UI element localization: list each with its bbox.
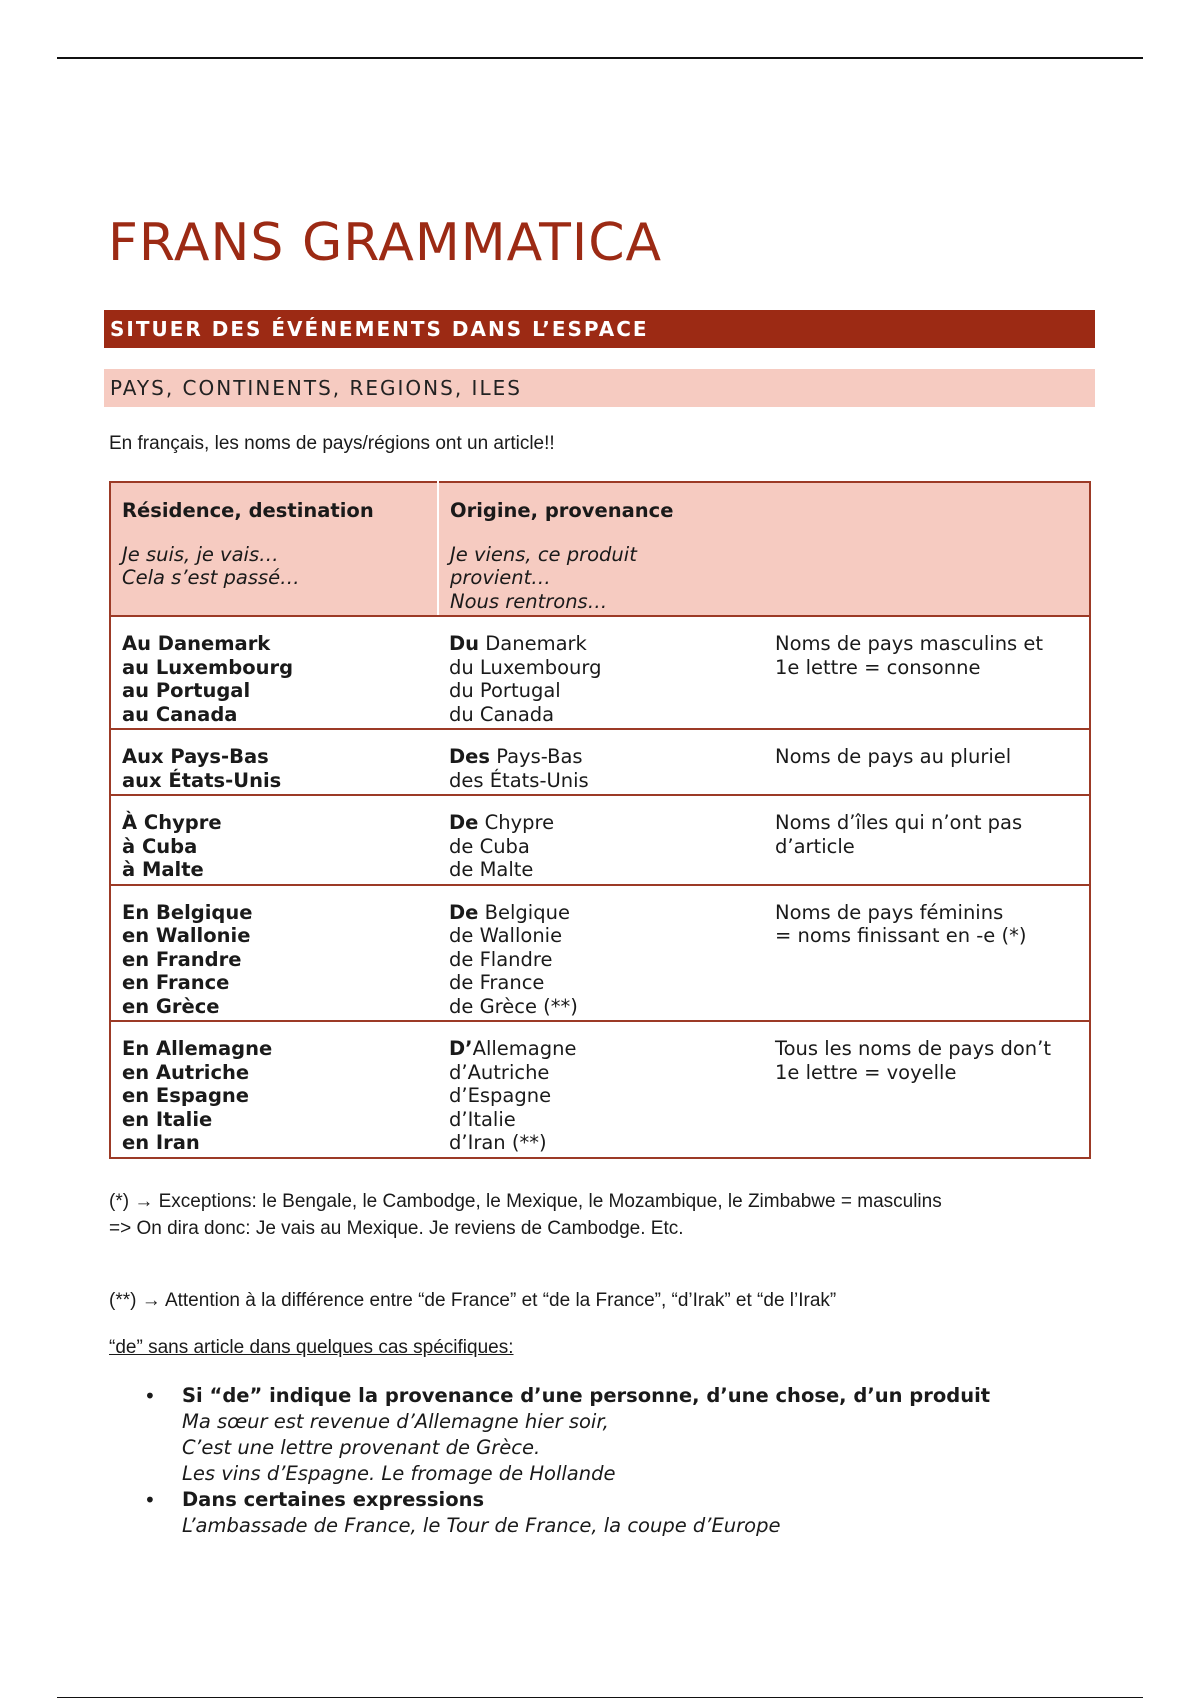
residence-item: en Grèce: [122, 994, 220, 1018]
page-title: FRANS GRAMMATICA: [108, 213, 663, 273]
bullet-example: Les vins d’Espagne. Le fromage de Hollande: [182, 1462, 616, 1485]
bullet-example: L’ambassade de France, le Tour de France, la coupe d’Europe: [182, 1514, 781, 1537]
consequence-text: => On dira donc: Je vais au Mexique. Je reviens de Cambodge. Etc.: [109, 1218, 684, 1239]
residence-item: au Luxembourg: [122, 655, 294, 679]
bullet-example: C’est une lettre provenant de Grèce.: [182, 1436, 541, 1459]
exceptions-note: [109, 1188, 1049, 1242]
origin-lead: De: [449, 900, 479, 924]
origin-lead: De: [449, 811, 479, 834]
header-residence-title: Résidence, destination: [122, 499, 374, 522]
residence-item: À Chypre: [122, 811, 222, 834]
origin-lead: Des: [449, 745, 491, 768]
rule-note: 1e lettre = voyelle: [775, 1060, 957, 1084]
rule-note: d’article: [775, 834, 855, 858]
section-heading: SITUER DES ÉVÉNEMENTS DANS L’ESPACE: [104, 310, 1095, 348]
origin-first: Danemark: [479, 632, 587, 655]
subsection-heading: PAYS, CONTINENTS, REGIONS, ILES: [104, 369, 1095, 407]
origin-item: des États-Unis: [449, 768, 589, 792]
residence-cell: [110, 795, 438, 885]
residence-item: à Cuba: [122, 834, 198, 858]
bullet-icon: •: [144, 1488, 156, 1512]
residence-cell: [110, 885, 438, 1022]
rule-note: Noms de pays féminins: [775, 900, 1004, 924]
origin-lead: D’: [449, 1037, 473, 1060]
residence-item: à Malte: [122, 858, 204, 881]
origin-item: du Portugal: [449, 679, 561, 702]
specific-cases-heading: “de” sans article dans quelques cas spécifiques:: [109, 1337, 514, 1358]
table-row: [110, 1021, 1090, 1158]
bullet-example: Ma sœur est revenue d’Allemagne hier soir,: [182, 1410, 609, 1433]
origin-cell: [438, 795, 764, 885]
bullet-icon: •: [144, 1384, 156, 1408]
header-origin-sub: Je viens, ce produit: [450, 542, 637, 566]
rule-note: Noms d’îles qui n’ont pas: [775, 811, 1023, 834]
origin-first: Pays-Bas: [490, 745, 583, 768]
residence-item: aux États-Unis: [122, 768, 282, 792]
intro-text: En français, les noms de pays/régions ont un article!!: [109, 433, 555, 454]
header-residence: [110, 482, 438, 616]
table-row: [110, 616, 1090, 729]
residence-item: Aux Pays-Bas: [122, 745, 269, 768]
rule-note: Tous les noms de pays don’t: [775, 1037, 1051, 1060]
origin-lead: Du: [449, 632, 480, 655]
origin-item: d’Autriche: [449, 1060, 550, 1084]
rule-note-cell: [764, 729, 1090, 795]
residence-item: En Belgique: [122, 900, 253, 924]
list-item: [140, 1487, 990, 1539]
residence-item: au Portugal: [122, 679, 251, 702]
residence-item: en Frandre: [122, 947, 242, 971]
table-header-row: [110, 482, 1090, 616]
origin-item: [449, 811, 754, 835]
origin-item: d’Iran (**): [449, 1131, 547, 1154]
origin-item: de Flandre: [449, 947, 553, 971]
origin-cell: [438, 1021, 764, 1158]
header-origin-sub: provient…: [450, 566, 551, 589]
header-residence-sub: Je suis, je vais…: [122, 542, 279, 566]
exceptions-text: (*) → Exceptions: le Bengale, le Cambodge, le Mexique, le Mozambique, le Zimbabwe = masculins: [109, 1191, 942, 1212]
rule-note: = noms finissant en -e (*): [775, 924, 1027, 947]
residence-item: en Iran: [122, 1131, 200, 1154]
residence-item: en Italie: [122, 1107, 213, 1131]
residence-item: en France: [122, 971, 230, 994]
origin-item: [449, 1037, 754, 1061]
list-item: [140, 1383, 990, 1487]
table-row: [110, 729, 1090, 795]
origin-item: de Wallonie: [449, 924, 563, 947]
grammar-table: [109, 481, 1091, 1159]
rule-note: Noms de pays masculins et: [775, 632, 1044, 655]
bottom-rule: [57, 1697, 1143, 1698]
rule-note-cell: [764, 1021, 1090, 1158]
residence-item: Au Danemark: [122, 632, 271, 655]
bullet-title: Si “de” indique la provenance d’une personne, d’une chose, d’un produit: [182, 1384, 991, 1407]
residence-item: en Espagne: [122, 1084, 250, 1107]
origin-item: de Grèce (**): [449, 994, 578, 1018]
residence-item: au Canada: [122, 702, 238, 726]
residence-cell: [110, 1021, 438, 1158]
residence-item: en Autriche: [122, 1060, 250, 1084]
header-origin-sub: Nous rentrons…: [450, 589, 608, 613]
header-origin: [438, 482, 1090, 616]
origin-item: [449, 901, 754, 925]
rule-note: 1e lettre = consonne: [775, 655, 981, 679]
origin-first: Belgique: [478, 900, 570, 924]
origin-item: du Canada: [449, 702, 555, 726]
rule-note: Noms de pays au pluriel: [775, 745, 1012, 768]
residence-item: en Wallonie: [122, 924, 251, 947]
residence-cell: [110, 616, 438, 729]
rule-note-cell: [764, 795, 1090, 885]
origin-first: Allemagne: [472, 1037, 577, 1060]
origin-item: de Cuba: [449, 834, 530, 858]
origin-item: [449, 745, 754, 769]
origin-item: [449, 632, 754, 656]
attention-note: (**) → Attention à la différence entre “de France” et “de la France”, “d’Irak” et “de l’Irak”: [109, 1290, 837, 1311]
origin-item: d’Italie: [449, 1107, 516, 1131]
origin-cell: [438, 616, 764, 729]
rule-note-cell: [764, 885, 1090, 1022]
table-row: [110, 885, 1090, 1022]
origin-item: de Malte: [449, 858, 534, 881]
origin-item: du Luxembourg: [449, 655, 602, 679]
residence-cell: [110, 729, 438, 795]
top-rule: [57, 57, 1143, 59]
header-origin-title: Origine, provenance: [450, 499, 674, 522]
residence-item: En Allemagne: [122, 1037, 273, 1060]
rule-note-cell: [764, 616, 1090, 729]
header-residence-sub: Cela s’est passé…: [122, 566, 300, 589]
table-row: [110, 795, 1090, 885]
bullet-list: [140, 1383, 990, 1539]
origin-cell: [438, 885, 764, 1022]
origin-item: d’Espagne: [449, 1084, 552, 1107]
bullet-title: Dans certaines expressions: [182, 1488, 485, 1511]
origin-first: Chypre: [478, 811, 555, 834]
origin-cell: [438, 729, 764, 795]
origin-item: de France: [449, 971, 545, 994]
